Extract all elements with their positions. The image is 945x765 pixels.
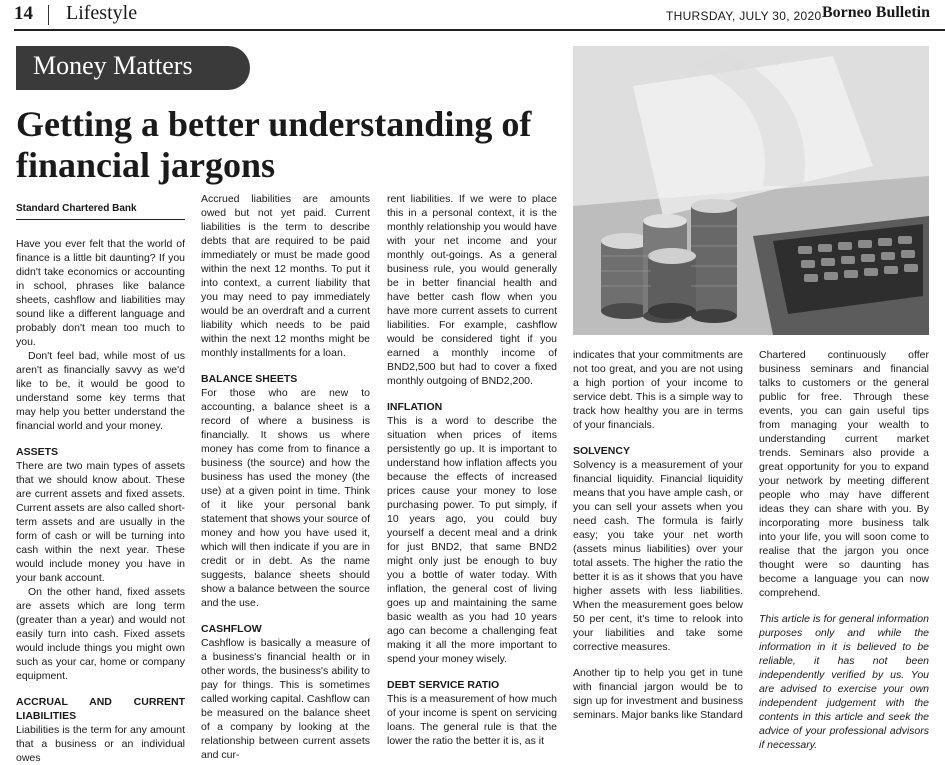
paragraph: Have you ever felt that the world of finance is a little bit daunting? If you didn't take economics or accounting in school, phrases like balance sheets, cashflow and liabilities may sound like a different language and probably don't mean too much to you. <box>16 238 185 348</box>
page-header <box>0 0 945 30</box>
issue-date: THURSDAY, JULY 30, 2020 <box>666 9 822 23</box>
article-headline: Getting a better understanding of financial jargons <box>16 104 532 185</box>
subheading-balance-sheets: BALANCE SHEETS <box>201 373 298 385</box>
paragraph: Don't feel bad, while most of us aren't as financially savvy as we'd like to be, it would be good to understand some key terms that may help you better understand the financial world and your money. <box>16 350 185 432</box>
subheading-cashflow: CASHFLOW <box>201 623 262 635</box>
article-column-1 <box>16 237 185 765</box>
subheading-solvency: SOLVENCY <box>573 445 630 457</box>
disclaimer-note: This article is for general information purposes only and while the information in it is believed to be reliable, it has not been independently verified by us. You are advised to exercise your own independent judgement with the contents in this article and seek the advice of your professional advisors if necessary. <box>759 613 929 751</box>
paragraph: On the other hand, fixed assets are assets which are long term (greater than a year) and would not easily turn into cash. Fixed assets would include things you might own such as your car, home or company equipment. <box>16 586 185 682</box>
article-column-3 <box>387 192 557 748</box>
coins-calculator-image <box>573 46 929 335</box>
paragraph: rent liabilities. If we were to place this in a personal context, it is the monthly relationship you would have with your net income and your monthly out-goings. As a general business rule, you would generally be in better financial health and have better cash flow when you have more current assets to current liabilities. For example, cashflow would be considered tight if you earned a monthly income of BND2,500 but had to cover a fixed monthly outgoing of BND2,200. <box>387 193 557 387</box>
paragraph: Cashflow is basically a measure of a business's financial health or in other words, the business's ability to pay for things. This is sometimes called working capital. Cashflow can be measured on the balance sheet of a company by looking at the relationship between current assets and cur- <box>201 637 370 761</box>
article-column-5 <box>759 348 929 752</box>
column-tag-label: Money Matters <box>33 51 193 80</box>
subheading-liabilities: ACCRUAL AND CURRENT LIABILITIES <box>16 696 185 722</box>
paragraph: This is a measurement of how much of your income is spent on servicing loans. The general rule is that the lower the ratio the better it is, as it <box>387 693 557 747</box>
header-rule <box>14 29 945 31</box>
paragraph: Accrued liabilities are amounts owed but not yet paid. Current liabilities is the term to describe debts that are required to be paid immediately or must be made good within the next 12 months. To put it into context, a current liability that you may need to pay immediately would be an overdraft and a current liability which needs to be paid within the next 12 months might be monthly installments for a loan. <box>201 193 370 359</box>
paragraph: For those who are new to accounting, a balance sheet is a record of where a business is financially. It shows us where money has come from to finance a business (the source) and how the business has used the money (the use) at a given point in time. Think of it like your personal bank statement that shows your source of money and how you have used it, which will then indicate if you are in credit or in debt. As the name suggests, balance sheets should show a balance between the source and the use. <box>201 387 370 609</box>
paragraph: There are two main types of assets that we should know about. These are current assets and fixed assets. Current assets are also called short-term assets and are usually in the form of cash or will be turning into cash within the next year. These would include money you have in your bank account. <box>16 460 185 584</box>
subheading-assets: ASSETS <box>16 446 59 458</box>
article-photo <box>573 46 929 335</box>
paragraph: Solvency is a measurement of your financial liquidity. Financial liquidity means that you have ample cash, or you can sell your assets when you need cash. The formula is fairly easy; you take your net worth (assets minus liabilities) over your total assets. The higher the ratio the better it is as it shows that you have higher assets with less liabilities. When the measurement goes below 50 per cent, it's time to relook into your liabilities and take some corrective measures. <box>573 459 743 653</box>
article-column-4 <box>573 348 743 722</box>
paragraph: Chartered continuously offer business seminars and financial talks to customers or the general public for free. Through these events, you can gain useful tips from managing your wealth to understanding current market trends. Seminars also provide a great opportunity for you to expand your network by meeting different people who may have different ideas they can share with you. By incorporating more business talk into your life, you will soon come to realise that the jargon you once thought were so daunting has become a language you can now comprehend. <box>759 349 929 599</box>
publication-name: Borneo Bulletin <box>822 4 931 21</box>
section-name: Lifestyle <box>66 2 138 24</box>
page-number: 14 <box>14 3 33 24</box>
byline: Standard Chartered Bank <box>16 203 185 220</box>
paragraph: This is a word to describe the situation when prices of items persistently go up. It is important to understand how inflation affects you because the effects of increased prices cause your money to lose purchasing power. To put simply, if 10 years ago, you could buy yourself a decent meal and a drink for just BND2, that same BND2 might only just be enough to buy you a bottle of water today. With inflation, the general cost of living goes up and maintaining the same basic wealth as you had 10 years ago can become a challenging feat making it all the more important to spend your money wisely. <box>387 415 557 665</box>
subheading-inflation: INFLATION <box>387 401 443 413</box>
paragraph: Liabilities is the term for any amount that a business or an individual owes <box>16 724 185 764</box>
paragraph: indicates that your commitments are not too great, and you are not using a high portion of your income to service debt. This is a simple way to track how healthy you are in terms of your financials. <box>573 349 743 431</box>
article-column-2 <box>201 192 370 762</box>
paragraph: Another tip to help you get in tune with financial jargon would be to sign up for investment and business seminars. Major banks like Standard <box>573 667 743 721</box>
header-divider <box>48 5 49 25</box>
subheading-debt-service-ratio: DEBT SERVICE RATIO <box>387 679 500 691</box>
column-tag <box>16 46 250 90</box>
